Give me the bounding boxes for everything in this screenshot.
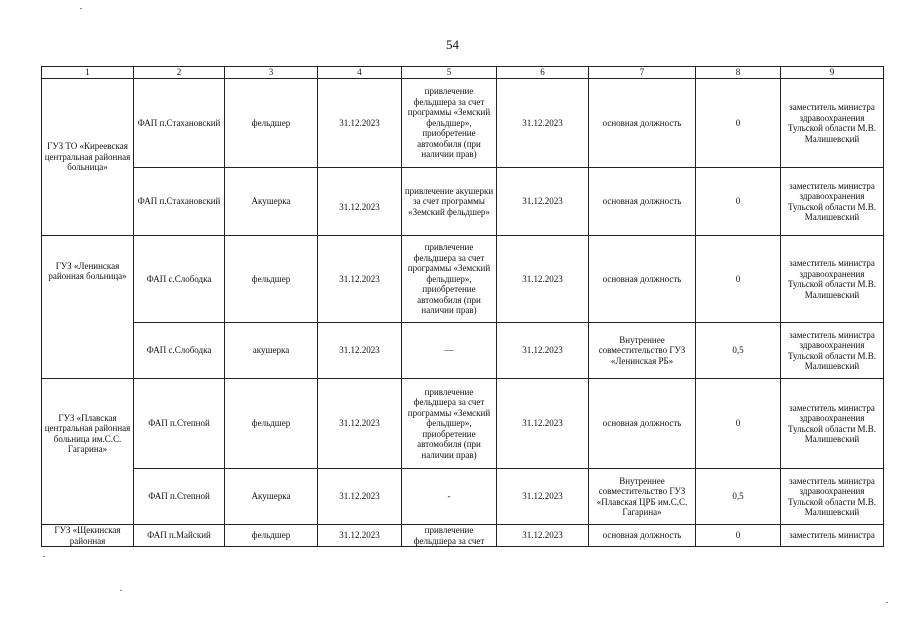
table-row [42, 79, 884, 168]
measure-cell: привлечение акушерки за счет программы «Земский фельдшер» [402, 168, 497, 236]
amount-cell: 0 [696, 525, 781, 547]
header-cell: 5 [402, 67, 497, 79]
table-row [42, 525, 884, 547]
location-cell: ФАП с.Слободка [134, 236, 225, 323]
date2-cell: 31.12.2023 [497, 168, 589, 236]
table-row [42, 236, 884, 323]
location-cell: ФАП с.Слободка [134, 323, 225, 379]
measure-cell: привлечение фельдшера за счет программы «Земский фельдшер», приобретение автомобиля (при наличии прав) [402, 236, 497, 323]
responsible-cell: заместитель министра здравоохранения Тульской области М.В. Малишевский [781, 79, 884, 168]
measure-cell: привлечение фельдшера за счет программы «Земский фельдшер», приобретение автомобиля (при наличии прав) [402, 79, 497, 168]
measure-cell: - [402, 469, 497, 525]
date-cell: 31.12.2023 [318, 379, 402, 469]
org-text: ГУЗ «Ленинская районная больница» [48, 260, 127, 281]
table-row [42, 379, 884, 469]
date-cell: 31.12.2023 [318, 79, 402, 168]
position-cell: фельдшер [225, 79, 318, 168]
responsible-cell: заместитель министра здравоохранения Тульской области М.В. Малишевский [781, 168, 884, 236]
job-type-cell: основная должность [589, 168, 696, 236]
date2-cell: 31.12.2023 [497, 323, 589, 379]
measure-cell: привлечение фельдшера за счет [402, 525, 497, 547]
job-type-cell: основная должность [589, 79, 696, 168]
header-cell: 3 [225, 67, 318, 79]
position-cell: фельдшер [225, 236, 318, 323]
date-cell: 31.12.2023 [318, 236, 402, 323]
measure-cell: привлечение фельдшера за счет программы «Земский фельдшер», приобретение автомобиля (при наличии прав) [402, 379, 497, 469]
location-cell: ФАП п.Стахановский [134, 79, 225, 168]
amount-cell: 0 [696, 168, 781, 236]
date-cell: 31.12.2023 [318, 323, 402, 379]
amount-cell: 0 [696, 379, 781, 469]
header-cell: 7 [589, 67, 696, 79]
page-number: 54 [446, 37, 459, 52]
org-cell [42, 379, 134, 525]
scan-speck [43, 556, 45, 557]
scan-speck [886, 602, 888, 603]
position-cell: Акушерка [225, 469, 318, 525]
header-cell: 4 [318, 67, 402, 79]
date-cell: 31.12.2023 [318, 168, 402, 236]
position-cell: акушерка [225, 323, 318, 379]
responsible-cell: заместитель министра здравоохранения Тульской области М.В. Малишевский [781, 379, 884, 469]
position-cell: Акушерка [225, 168, 318, 236]
location-cell: ФАП п.Стахановский [134, 168, 225, 236]
header-cell: 2 [134, 67, 225, 79]
date-cell: 31.12.2023 [318, 469, 402, 525]
date2-cell: 31.12.2023 [497, 525, 589, 547]
amount-cell: 0,5 [696, 469, 781, 525]
job-type-cell: основная должность [589, 379, 696, 469]
location-cell: ФАП п.Майский [134, 525, 225, 547]
date2-cell: 31.12.2023 [497, 379, 589, 469]
header-cell: 6 [497, 67, 589, 79]
amount-cell: 0 [696, 236, 781, 323]
job-type-cell: основная должность [589, 236, 696, 323]
table-row [42, 323, 884, 379]
job-type-cell: основная должность [589, 525, 696, 547]
position-cell: фельдшер [225, 379, 318, 469]
responsible-cell: заместитель министра здравоохранения Тульской области М.В. Малишевский [781, 323, 884, 379]
scan-speck [80, 8, 82, 9]
measure-cell: — [402, 323, 497, 379]
table-row [42, 469, 884, 525]
position-cell: фельдшер [225, 525, 318, 547]
header-cell: 9 [781, 67, 884, 79]
location-cell: ФАП п.Степной [134, 469, 225, 525]
org-cell: ГУЗ «Щекинская районная [42, 525, 134, 547]
date-cell: 31.12.2023 [318, 525, 402, 547]
header-row [42, 67, 884, 79]
header-cell: 1 [42, 67, 134, 79]
responsible-cell: заместитель министра здравоохранения Тульской области М.В. Малишевский [781, 469, 884, 525]
org-cell [42, 236, 134, 379]
job-type-cell: Внутреннее совместительство ГУЗ «Ленинская РБ» [589, 323, 696, 379]
job-type-cell: Внутреннее совместительство ГУЗ «Плавская ЦРБ им.С.С. Гагарина» [589, 469, 696, 525]
amount-cell: 0,5 [696, 323, 781, 379]
amount-cell: 0 [696, 79, 781, 168]
table-row [42, 168, 884, 236]
document-table [41, 66, 884, 547]
org-cell: ГУЗ ТО «Киреевская центральная районная больница» [42, 79, 134, 236]
date2-cell: 31.12.2023 [497, 79, 589, 168]
responsible-cell: заместитель министра [781, 525, 884, 547]
location-cell: ФАП п.Степной [134, 379, 225, 469]
date2-cell: 31.12.2023 [497, 469, 589, 525]
header-cell: 8 [696, 67, 781, 79]
scan-speck [120, 590, 122, 591]
date2-cell: 31.12.2023 [497, 236, 589, 323]
org-text: ГУЗ «Плавская центральная районная больница им.С.С. Гагарина» [44, 412, 131, 454]
responsible-cell: заместитель министра здравоохранения Тульской области М.В. Малишевский [781, 236, 884, 323]
